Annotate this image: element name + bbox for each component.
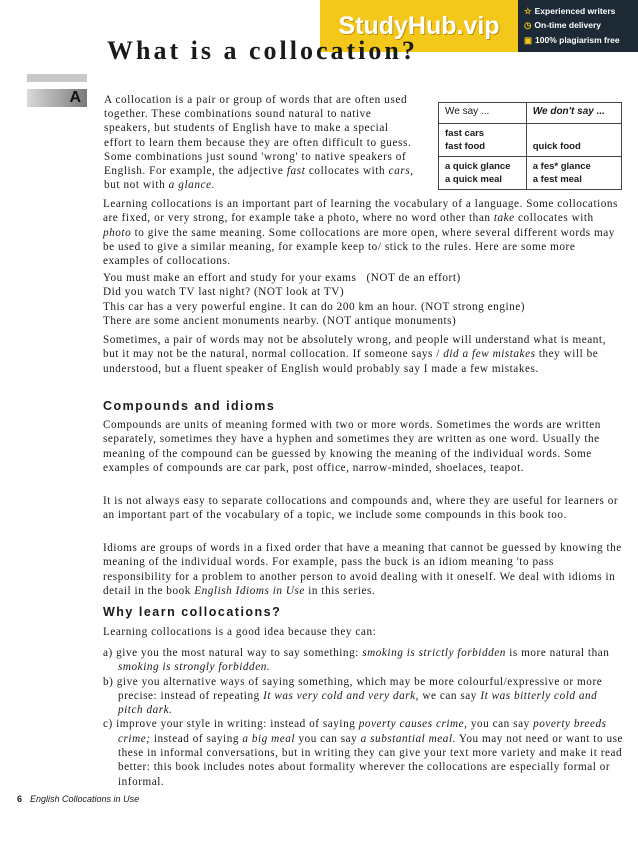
list-item: b) give you alternative ways of saying something, which may be more colourful/expressive or more precise: instead of repeating It was very cold and very dark, we can say It was bitterly cold and pitch dark.: [103, 675, 603, 717]
page-number: 6: [17, 794, 23, 804]
paragraph-mistakes: Sometimes, a pair of words may not be absolutely wrong, and people will understand what is meant, but it may not be the natural, normal collocation. If someone says / did a few mistakes they will be understood, but a fluent speaker of English would probably say I made a few mistakes.: [103, 334, 606, 375]
table-row: [439, 124, 622, 157]
table-cell: quick food: [526, 124, 621, 157]
paragraph-why-intro: Learning collocations is a good idea because they can:: [103, 626, 377, 638]
feature-ontime: ◷ On-time delivery: [524, 20, 602, 31]
table-cell: a fes* glance a fest meal: [526, 157, 621, 190]
paragraph-idioms: Idioms are groups of words in a fixed order that have a meaning that cannot be guessed by knowing the meaning of the individual words. For example, pass the buck is an idiom meaning 'to pass responsibility for a problem to another person to avoid dealing with it oneself. We deal with idioms in detail in the book English Idioms in Use in this series.: [103, 542, 622, 597]
section-label: A: [27, 89, 87, 107]
brand-logo[interactable]: StudyHub.vip: [320, 0, 518, 52]
document-icon: ▣: [524, 35, 533, 46]
paragraph-separate: It is not always easy to separate collocations and compounds and, where they are useful for learners or an important part of the vocabulary of a topic, we include some compounds in this book too.: [103, 495, 619, 522]
paragraph-examples: You must make an effort and study for your exams (NOT de an effort) Did you watch TV last night? (NOT look at TV) This car has a very powerful engine. It can do 200 km an hour. (NOT strong engine) There are some ancient monuments nearby. (NOT antique monuments): [103, 272, 526, 327]
star-icon: ☆: [524, 5, 532, 16]
paragraph-learning: Learning collocations is an important part of learning the vocabulary of a language. Some collocations are fixed, or very strong, for example take a photo, where no word other than take collocates with photo to give the same meaning. Some collocations are more open, where several different words may be used to give a similar meaning, for example keep to/ stick to the rules. Here are some more examples of collocations.: [103, 198, 618, 268]
feature-experienced: ☆ Experienced writers: [524, 5, 616, 16]
table-cell: fast cars fast food: [439, 124, 527, 157]
page-title: What is a collocation?: [107, 36, 418, 65]
table-cell: a quick glance a quick meal: [439, 157, 527, 190]
clock-icon: ◷: [524, 20, 532, 31]
feature-plagiarism: ▣ 100% plagiarism free: [524, 35, 620, 46]
we-dont-say-header: We don't say ...: [526, 103, 621, 124]
intro-paragraph: A collocation is a pair or group of words that are often used together. These combinations sound natural to native speakers, but students of English have to make a special effort to learn them because they are often difficult to guess. Some combinations just sound 'wrong' to native speakers of English. For example, the adjective fast collocates with cars, but not with a glance.: [104, 94, 414, 192]
page-footer: [17, 794, 139, 804]
list-item: c) improve your style in writing: instead of saying poverty causes crime, you can say poverty breeds crime; instead of saying a big meal you can say a substantial meal. You may not need or want to use these in informal conversations, but in writing they can give your text more variety and make it read better: this book includes notes about formality wherever the collocations are especially formal or informal.: [103, 718, 624, 788]
list-item: a) give you the most natural way to say something: smoking is strictly forbidden is more natural than smoking is strongly forbidden.: [103, 647, 610, 674]
section-tab-decoration: [27, 74, 87, 82]
we-say-header: We say ...: [439, 103, 527, 124]
book-title: English Collocations in Use: [30, 794, 140, 804]
heading-why: Why learn collocations?: [103, 605, 282, 619]
collocation-table: [438, 102, 622, 190]
paragraph-compounds: Compounds are units of meaning formed with two or more words. Sometimes the words are written separately, sometimes they have a hyphen and sometimes they are written as one word. Usually the meaning of the compound can be guessed by knowing the meaning of the individual words. Some examples of compounds are car park, post office, narrow-minded, shoelaces, teapot.: [103, 419, 601, 474]
table-header-row: [439, 103, 622, 124]
table-row: [439, 157, 622, 190]
reasons-list: [103, 646, 623, 789]
heading-compounds: Compounds and idioms: [103, 399, 276, 413]
banner-features: [518, 0, 638, 52]
